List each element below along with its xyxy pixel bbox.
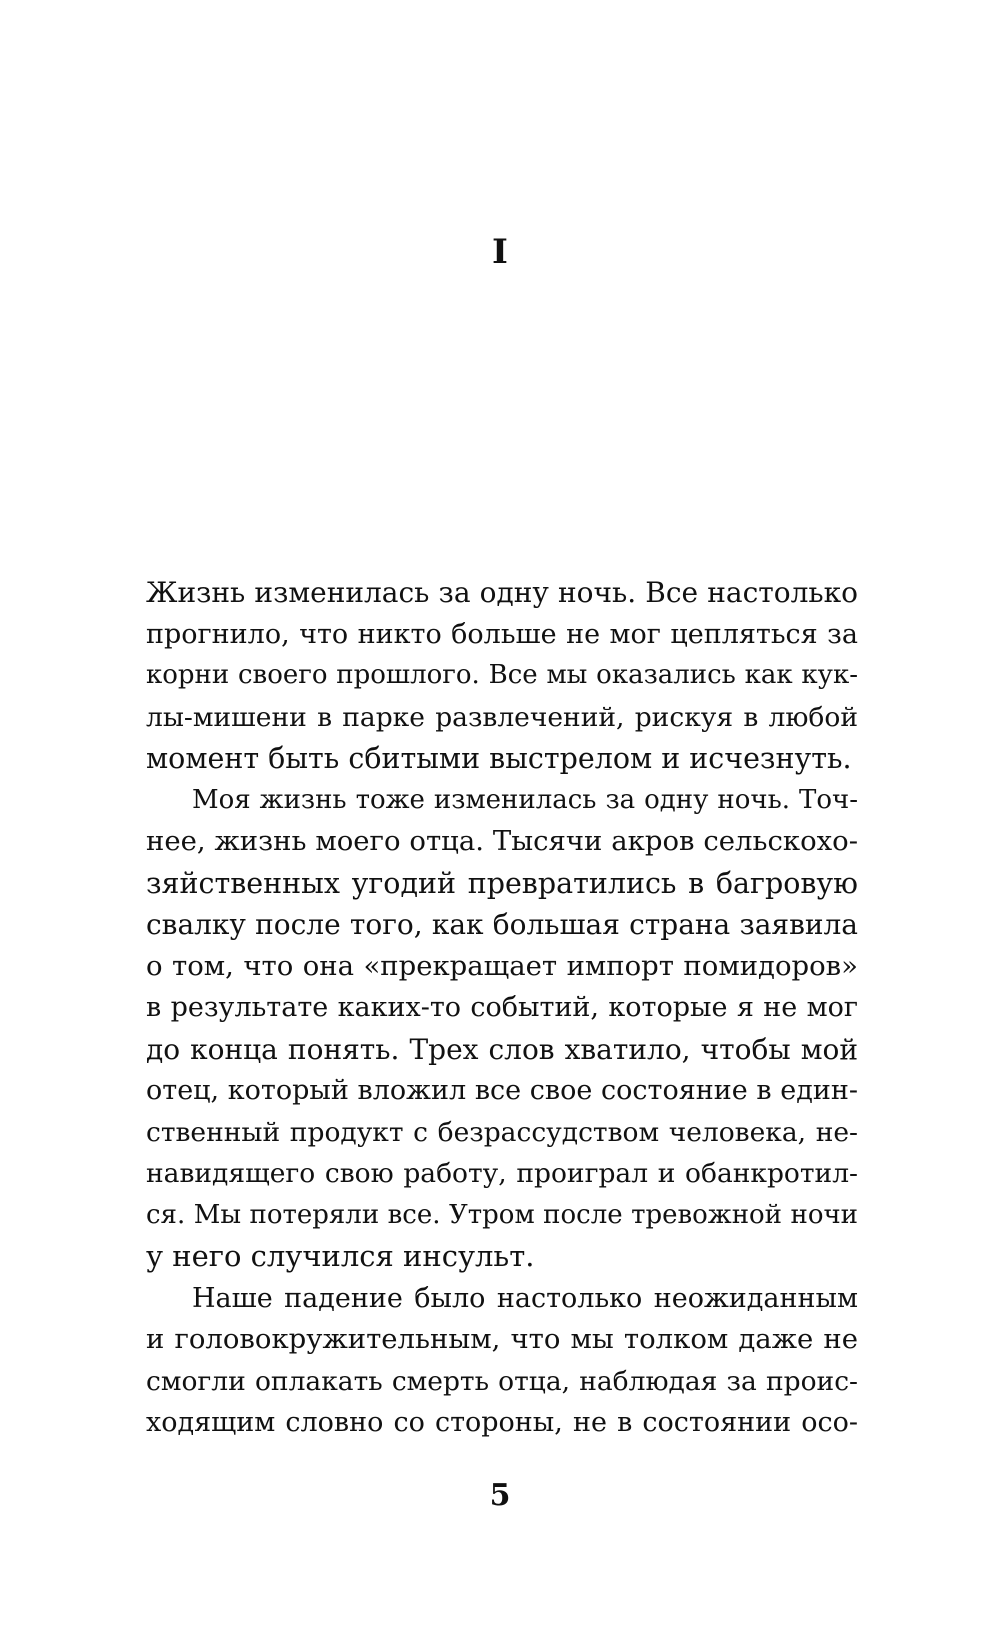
- text-line: корни своего прошлого. Все мы оказались как кук-: [146, 660, 858, 690]
- paragraph-3: [146, 1278, 858, 1444]
- text-line: ся. Мы потеряли все. Утром после тревожной ночи: [146, 1199, 858, 1230]
- text-line: лы-мишени в парке развлечений, рискуя в любой: [146, 701, 858, 733]
- text-line: в результате каких-то событий, которые я не мог: [146, 992, 858, 1023]
- text-line: отец, который вложил все свое состояние в един-: [146, 1075, 858, 1106]
- text-line: зяйственных угодий превратились в багровую: [146, 866, 858, 900]
- text-line: у него случился инсульт.: [146, 1239, 535, 1273]
- text-line: и головокружительным, что мы толком даже не: [146, 1323, 858, 1355]
- text-line: смогли оплакать смерть отца, наблюдая за проис-: [146, 1365, 858, 1397]
- text-line: о том, что она «прекращает импорт помидоров»: [146, 949, 858, 982]
- body-text: [146, 572, 858, 1444]
- page-number: 5: [489, 1478, 511, 1513]
- text-line: Жизнь изменилась за одну ночь. Все настолько: [146, 576, 858, 609]
- text-line: до конца понять. Трех слов хватило, чтобы мой: [146, 1032, 858, 1066]
- paragraph-1: [146, 572, 858, 780]
- paragraph-2: [146, 780, 858, 1278]
- text-line: момент быть сбитыми выстрелом и исчезнуть.: [146, 742, 852, 775]
- text-line: свалку после того, как большая страна заявила: [146, 908, 858, 941]
- text-line: прогнило, что никто больше не мог цепляться за: [146, 618, 858, 650]
- text-line: навидящего свою работу, проиграл и обанкротил-: [146, 1158, 858, 1189]
- text-line: Наше падение было настолько неожиданным: [192, 1282, 858, 1314]
- chapter-number: I: [492, 232, 508, 272]
- text-line: Моя жизнь тоже изменилась за одну ночь. Точ-: [192, 784, 858, 815]
- text-line: ственный продукт с безрассудством человека, не-: [146, 1116, 858, 1148]
- text-line: ходящим словно со стороны, не в состоянии осо-: [146, 1407, 858, 1438]
- text-line: нее, жизнь моего отца. Тысячи акров сельскохо-: [146, 825, 858, 857]
